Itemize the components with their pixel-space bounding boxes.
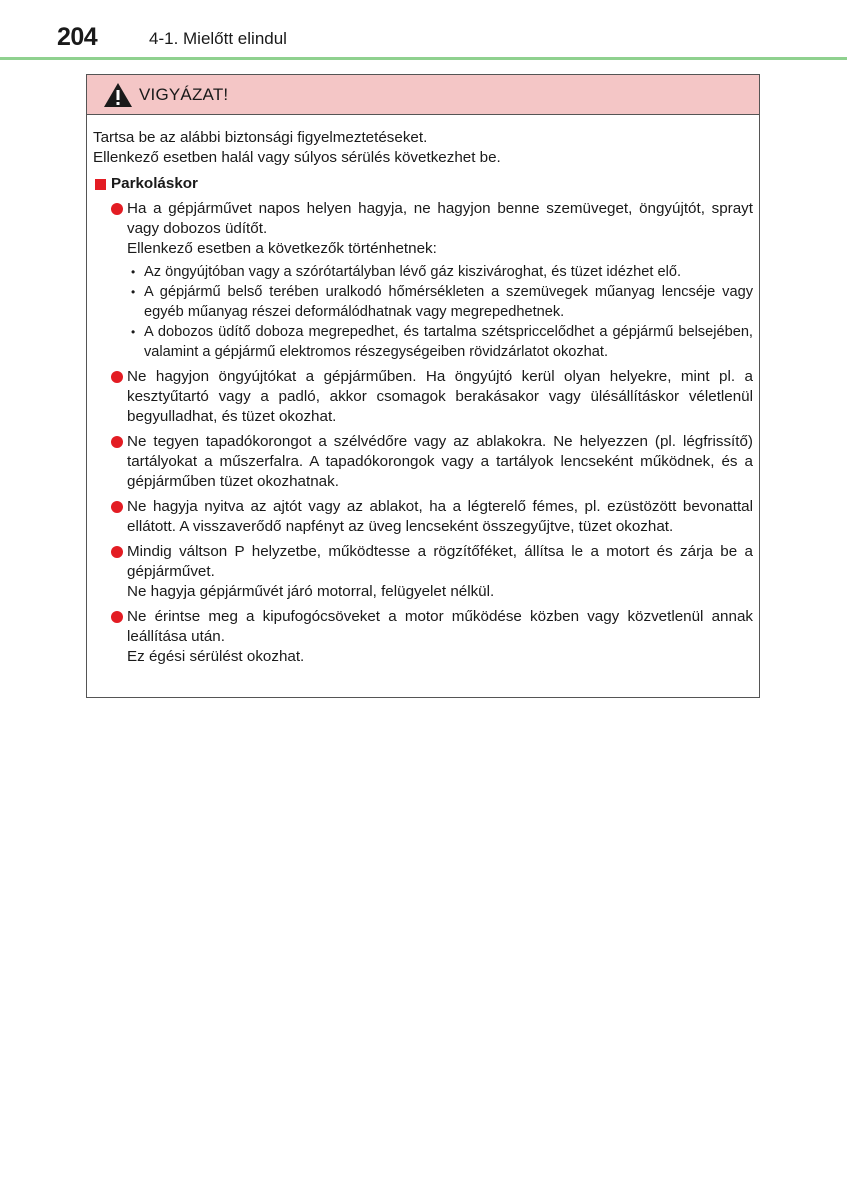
warning-triangle-icon: [103, 82, 133, 108]
warning-body: [87, 115, 759, 667]
list-item: [93, 497, 753, 537]
intro-line: Ellenkező esetben halál vagy súlyos sérülés következhet be.: [93, 149, 501, 166]
red-dot-bullet-icon: [111, 203, 123, 215]
list-item: [93, 432, 753, 492]
sub-item-text: A dobozos üdítő doboza megrepedhet, és tartalma szétspriccelődhet a gépjármű belsejében, valamint a gépjármű elektromos részegységeiben rövidzárlatot okozhat.: [144, 324, 753, 360]
item-text: Ne hagyja gépjárművét járó motorral, felügyelet nélkül.: [127, 583, 495, 600]
small-bullet-icon: •: [131, 285, 136, 299]
item-text: Ne tegyen tapadókorongot a szélvédőre vagy az ablakokra. Ne helyezzen (pl. légfrissítő) tartályokat a műszerfalra. A tapadókorongok vagy a tartályok lencseként működnek, és a gépjárműben tüzet okozhatnak.: [127, 433, 753, 490]
red-dot-bullet-icon: [111, 611, 123, 623]
warning-box: [86, 74, 760, 698]
item-text: Mindig váltson P helyzetbe, működtesse a rögzítőféket, állítsa le a motort és zárja be a gépjárművet.: [127, 543, 753, 580]
list-item: [93, 542, 753, 602]
item-text: Ne hagyjon öngyújtókat a gépjárműben. Ha öngyújtó kerül olyan helyekre, mint pl. a kesztyűtartó vagy a padló, akkor csomagok berakásakor vagy ülésállításkor véletlenül begyulladhat, és tüzet okozhat.: [127, 368, 753, 425]
sub-item-text: A gépjármű belső terében uralkodó hőmérsékleten a szemüvegek műanyag lencséje vagy egyéb műanyag részei deformálódhatnak vagy megrepedhetnek.: [144, 284, 753, 320]
item-text: Ez égési sérülést okozhat.: [127, 648, 305, 665]
list-item: [93, 199, 753, 362]
red-dot-bullet-icon: [111, 436, 123, 448]
intro-line: Tartsa be az alábbi biztonsági figyelmeztetéseket.: [93, 129, 428, 146]
list-item: [93, 367, 753, 427]
item-text: Ne hagyja nyitva az ajtót vagy az ablakot, ha a légterelő fémes, pl. ezüstözött bevonattal ellátott. A visszaverődő napfényt az üveg lencseként összegyűjtve, tüzet okozhat.: [127, 498, 753, 535]
item-text: Ha a gépjárművet napos helyen hagyja, ne hagyjon benne szemüveget, öngyújtót, sprayt vagy dobozos üdítőt.: [127, 200, 753, 237]
small-bullet-icon: •: [131, 325, 136, 339]
page-number: 204: [57, 23, 98, 51]
item-text: Ellenkező esetben a következők történhetnek:: [127, 240, 437, 257]
sub-list: [127, 262, 753, 362]
sub-item-text: Az öngyújtóban vagy a szórótartályban lévő gáz kiszivároghat, és tüzet idézhet elő.: [144, 264, 682, 280]
item-text: Ne érintse meg a kipufogócsöveket a motor működése közben vagy közvetlenül annak leállítása után.: [127, 608, 753, 645]
red-dot-bullet-icon: [111, 371, 123, 383]
header-divider: [0, 57, 847, 60]
list-item: [93, 607, 753, 667]
sub-list-item: [127, 262, 753, 282]
warning-title: VIGYÁZAT!: [139, 84, 229, 104]
sub-list-item: [127, 282, 753, 322]
sub-list-item: [127, 322, 753, 362]
page-header: [0, 0, 847, 58]
warning-header: [87, 75, 759, 115]
red-dot-bullet-icon: [111, 546, 123, 558]
section-title: 4-1. Mielőtt elindul: [149, 29, 287, 48]
subsection-heading: [93, 174, 753, 194]
red-dot-bullet-icon: [111, 501, 123, 513]
subsection-title: Parkoláskor: [111, 175, 198, 192]
square-bullet-icon: [95, 179, 106, 190]
small-bullet-icon: •: [131, 265, 136, 279]
